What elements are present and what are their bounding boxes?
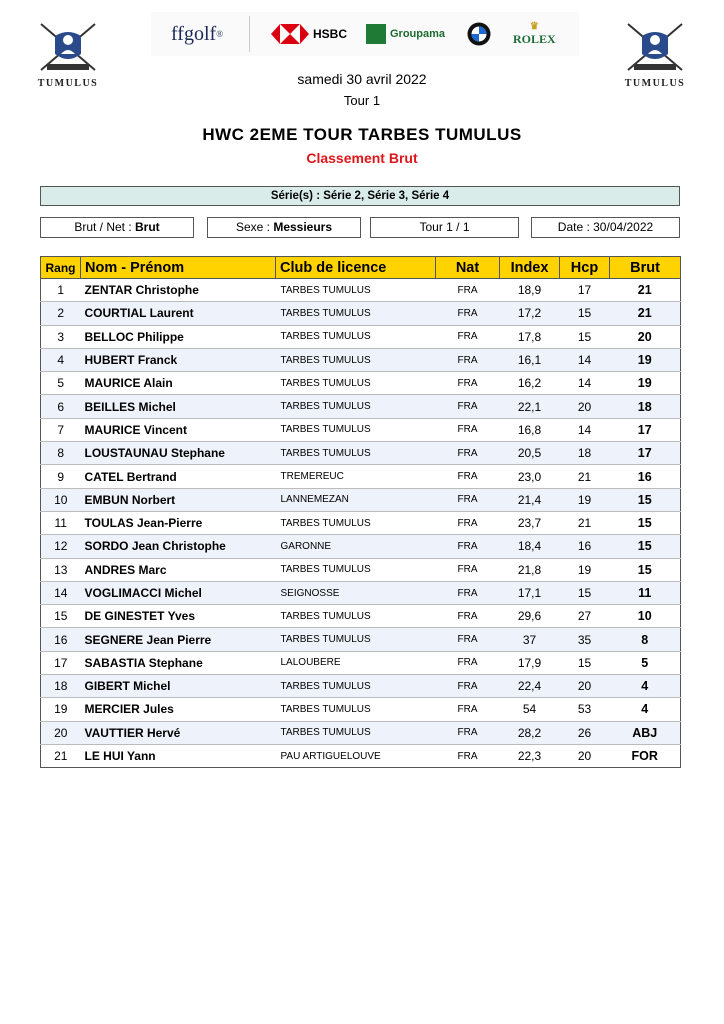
cell-hcp: 14 xyxy=(560,348,610,371)
cell-index: 21,8 xyxy=(500,558,560,581)
cell-nat: FRA xyxy=(436,372,500,395)
cell-brut: 21 xyxy=(610,279,681,302)
col-header-nom: Nom - Prénom xyxy=(81,257,276,279)
cell-hcp: 27 xyxy=(560,605,610,628)
cell-club: LALOUBERE xyxy=(276,651,436,674)
cell-name: SEGNERE Jean Pierre xyxy=(81,628,276,651)
table-row xyxy=(41,395,681,418)
brut-net-box: Brut / Net : Brut xyxy=(40,217,194,238)
cell-nat: FRA xyxy=(436,442,500,465)
cell-rang: 18 xyxy=(41,675,81,698)
cell-nat: FRA xyxy=(436,279,500,302)
cell-name: ANDRES Marc xyxy=(81,558,276,581)
cell-nat: FRA xyxy=(436,418,500,441)
cell-nat: FRA xyxy=(436,675,500,698)
cell-brut: 4 xyxy=(610,698,681,721)
cell-hcp: 19 xyxy=(560,488,610,511)
cell-club: GARONNE xyxy=(276,535,436,558)
cell-index: 16,2 xyxy=(500,372,560,395)
cell-club: TARBES TUMULUS xyxy=(276,558,436,581)
cell-name: DE GINESTET Yves xyxy=(81,605,276,628)
cell-brut: 18 xyxy=(610,395,681,418)
cell-name: EMBUN Norbert xyxy=(81,488,276,511)
cell-club: TARBES TUMULUS xyxy=(276,395,436,418)
cell-brut: 15 xyxy=(610,488,681,511)
col-header-index: Index xyxy=(500,257,560,279)
cell-rang: 1 xyxy=(41,279,81,302)
cell-rang: 7 xyxy=(41,418,81,441)
cell-brut: 15 xyxy=(610,535,681,558)
table-row xyxy=(41,348,681,371)
cell-index: 16,8 xyxy=(500,418,560,441)
table-row xyxy=(41,744,681,767)
club-logo-left: TUMULUS xyxy=(33,18,103,94)
cell-index: 22,1 xyxy=(500,395,560,418)
cell-hcp: 26 xyxy=(560,721,610,744)
cell-hcp: 20 xyxy=(560,395,610,418)
cell-hcp: 15 xyxy=(560,581,610,604)
cell-brut: 10 xyxy=(610,605,681,628)
cell-name: BELLOC Philippe xyxy=(81,325,276,348)
cell-index: 22,3 xyxy=(500,744,560,767)
cell-index: 17,1 xyxy=(500,581,560,604)
cell-name: LOUSTAUNAU Stephane xyxy=(81,442,276,465)
cell-hcp: 21 xyxy=(560,511,610,534)
cell-name: VAUTTIER Hervé xyxy=(81,721,276,744)
cell-name: MERCIER Jules xyxy=(81,698,276,721)
col-header-nat: Nat xyxy=(436,257,500,279)
cell-index: 28,2 xyxy=(500,721,560,744)
cell-index: 29,6 xyxy=(500,605,560,628)
ffgolf-logo: ffgolf ® xyxy=(171,22,224,45)
table-row xyxy=(41,511,681,534)
table-row xyxy=(41,558,681,581)
cell-rang: 21 xyxy=(41,744,81,767)
cell-club: PAU ARTIGUELOUVE xyxy=(276,744,436,767)
table-row xyxy=(41,605,681,628)
cell-hcp: 16 xyxy=(560,535,610,558)
cell-name: LE HUI Yann xyxy=(81,744,276,767)
cell-index: 37 xyxy=(500,628,560,651)
cell-rang: 17 xyxy=(41,651,81,674)
groupama-logo: Groupama xyxy=(366,12,445,56)
cell-index: 54 xyxy=(500,698,560,721)
cell-brut: 11 xyxy=(610,581,681,604)
cell-nat: FRA xyxy=(436,581,500,604)
cell-rang: 5 xyxy=(41,372,81,395)
tour-box: Tour 1 / 1 xyxy=(370,217,519,238)
cell-club: LANNEMEZAN xyxy=(276,488,436,511)
cell-brut: ABJ xyxy=(610,721,681,744)
cell-rang: 19 xyxy=(41,698,81,721)
cell-hcp: 18 xyxy=(560,442,610,465)
cell-nat: FRA xyxy=(436,558,500,581)
cell-nat: FRA xyxy=(436,325,500,348)
golf-club-emblem-icon xyxy=(33,18,103,78)
cell-club: TARBES TUMULUS xyxy=(276,605,436,628)
table-row xyxy=(41,418,681,441)
table-row xyxy=(41,465,681,488)
cell-club: SEIGNOSSE xyxy=(276,581,436,604)
hsbc-hexagon-icon xyxy=(271,24,309,44)
hsbc-logo: HSBC xyxy=(271,12,347,56)
cell-brut: 17 xyxy=(610,418,681,441)
cell-rang: 2 xyxy=(41,302,81,325)
cell-name: BEILLES Michel xyxy=(81,395,276,418)
cell-name: HUBERT Franck xyxy=(81,348,276,371)
table-row xyxy=(41,488,681,511)
cell-brut: 21 xyxy=(610,302,681,325)
cell-index: 18,9 xyxy=(500,279,560,302)
table-row xyxy=(41,325,681,348)
cell-nat: FRA xyxy=(436,698,500,721)
cell-name: GIBERT Michel xyxy=(81,675,276,698)
table-row xyxy=(41,372,681,395)
cell-club: TARBES TUMULUS xyxy=(276,302,436,325)
cell-rang: 9 xyxy=(41,465,81,488)
cell-brut: 15 xyxy=(610,511,681,534)
cell-hcp: 15 xyxy=(560,302,610,325)
cell-index: 20,5 xyxy=(500,442,560,465)
cell-rang: 11 xyxy=(41,511,81,534)
table-row xyxy=(41,698,681,721)
cell-hcp: 19 xyxy=(560,558,610,581)
cell-name: COURTIAL Laurent xyxy=(81,302,276,325)
cell-index: 17,2 xyxy=(500,302,560,325)
cell-hcp: 14 xyxy=(560,418,610,441)
cell-name: TOULAS Jean-Pierre xyxy=(81,511,276,534)
cell-rang: 6 xyxy=(41,395,81,418)
event-date: samedi 30 avril 2022 xyxy=(297,71,427,87)
cell-nat: FRA xyxy=(436,651,500,674)
cell-name: ZENTAR Christophe xyxy=(81,279,276,302)
table-row xyxy=(41,442,681,465)
sponsor-bar xyxy=(151,12,579,56)
cell-brut: 5 xyxy=(610,651,681,674)
cell-club: TARBES TUMULUS xyxy=(276,675,436,698)
cell-rang: 20 xyxy=(41,721,81,744)
cell-name: CATEL Bertrand xyxy=(81,465,276,488)
cell-hcp: 15 xyxy=(560,325,610,348)
cell-nat: FRA xyxy=(436,511,500,534)
cell-rang: 10 xyxy=(41,488,81,511)
cell-nat: FRA xyxy=(436,488,500,511)
cell-club: TARBES TUMULUS xyxy=(276,418,436,441)
cell-brut: 20 xyxy=(610,325,681,348)
event-tour: Tour 1 xyxy=(343,93,381,108)
cell-hcp: 15 xyxy=(560,651,610,674)
cell-nat: FRA xyxy=(436,535,500,558)
cell-name: SABASTIA Stephane xyxy=(81,651,276,674)
cell-nat: FRA xyxy=(436,302,500,325)
cell-hcp: 17 xyxy=(560,279,610,302)
cell-brut: 8 xyxy=(610,628,681,651)
cell-hcp: 35 xyxy=(560,628,610,651)
cell-brut: FOR xyxy=(610,744,681,767)
date-box: Date : 30/04/2022 xyxy=(531,217,680,238)
table-row xyxy=(41,535,681,558)
cell-rang: 4 xyxy=(41,348,81,371)
groupama-square-icon xyxy=(366,24,386,44)
cell-hcp: 20 xyxy=(560,675,610,698)
golf-club-emblem-icon xyxy=(620,18,690,78)
table-row xyxy=(41,628,681,651)
cell-nat: FRA xyxy=(436,628,500,651)
cell-rang: 3 xyxy=(41,325,81,348)
cell-club: TREMEREUC xyxy=(276,465,436,488)
rolex-logo: ♛ ROLEX xyxy=(513,20,556,46)
bmw-logo xyxy=(467,12,491,56)
bmw-roundel-icon xyxy=(467,22,491,46)
col-header-rang: Rang xyxy=(41,257,81,279)
cell-nat: FRA xyxy=(436,348,500,371)
table-row xyxy=(41,279,681,302)
cell-hcp: 20 xyxy=(560,744,610,767)
col-header-brut: Brut xyxy=(610,257,681,279)
cell-brut: 4 xyxy=(610,675,681,698)
table-header-row xyxy=(41,257,681,279)
cell-index: 17,8 xyxy=(500,325,560,348)
cell-brut: 19 xyxy=(610,372,681,395)
cell-hcp: 21 xyxy=(560,465,610,488)
sexe-box: Sexe : Messieurs xyxy=(207,217,361,238)
cell-brut: 19 xyxy=(610,348,681,371)
cell-club: TARBES TUMULUS xyxy=(276,348,436,371)
results-table xyxy=(40,256,681,768)
cell-rang: 13 xyxy=(41,558,81,581)
table-row xyxy=(41,721,681,744)
cell-hcp: 53 xyxy=(560,698,610,721)
cell-rang: 8 xyxy=(41,442,81,465)
cell-index: 23,0 xyxy=(500,465,560,488)
cell-club: TARBES TUMULUS xyxy=(276,325,436,348)
cell-name: MAURICE Vincent xyxy=(81,418,276,441)
cell-nat: FRA xyxy=(436,721,500,744)
cell-index: 18,4 xyxy=(500,535,560,558)
cell-name: VOGLIMACCI Michel xyxy=(81,581,276,604)
table-row xyxy=(41,675,681,698)
page-title: HWC 2EME TOUR TARBES TUMULUS xyxy=(202,125,522,144)
table-row xyxy=(41,651,681,674)
sponsor-divider xyxy=(249,16,250,52)
cell-club: TARBES TUMULUS xyxy=(276,372,436,395)
cell-index: 23,7 xyxy=(500,511,560,534)
col-header-hcp: Hcp xyxy=(560,257,610,279)
cell-name: MAURICE Alain xyxy=(81,372,276,395)
cell-rang: 15 xyxy=(41,605,81,628)
cell-index: 21,4 xyxy=(500,488,560,511)
page-subtitle: Classement Brut xyxy=(306,150,418,166)
col-header-club: Club de licence xyxy=(276,257,436,279)
cell-nat: FRA xyxy=(436,395,500,418)
cell-nat: FRA xyxy=(436,465,500,488)
cell-club: TARBES TUMULUS xyxy=(276,511,436,534)
cell-brut: 17 xyxy=(610,442,681,465)
table-row xyxy=(41,581,681,604)
cell-brut: 16 xyxy=(610,465,681,488)
cell-rang: 14 xyxy=(41,581,81,604)
cell-nat: FRA xyxy=(436,744,500,767)
crown-icon: ♛ xyxy=(529,20,539,32)
cell-index: 22,4 xyxy=(500,675,560,698)
cell-index: 16,1 xyxy=(500,348,560,371)
cell-club: TARBES TUMULUS xyxy=(276,721,436,744)
cell-club: TARBES TUMULUS xyxy=(276,279,436,302)
serie-bar: Série(s) : Série 2, Série 3, Série 4 xyxy=(40,186,680,206)
cell-rang: 12 xyxy=(41,535,81,558)
table-row xyxy=(41,302,681,325)
cell-hcp: 14 xyxy=(560,372,610,395)
cell-club: TARBES TUMULUS xyxy=(276,698,436,721)
cell-brut: 15 xyxy=(610,558,681,581)
cell-index: 17,9 xyxy=(500,651,560,674)
cell-name: SORDO Jean Christophe xyxy=(81,535,276,558)
cell-club: TARBES TUMULUS xyxy=(276,442,436,465)
cell-rang: 16 xyxy=(41,628,81,651)
cell-club: TARBES TUMULUS xyxy=(276,628,436,651)
cell-nat: FRA xyxy=(436,605,500,628)
club-logo-right: TUMULUS xyxy=(620,18,690,94)
